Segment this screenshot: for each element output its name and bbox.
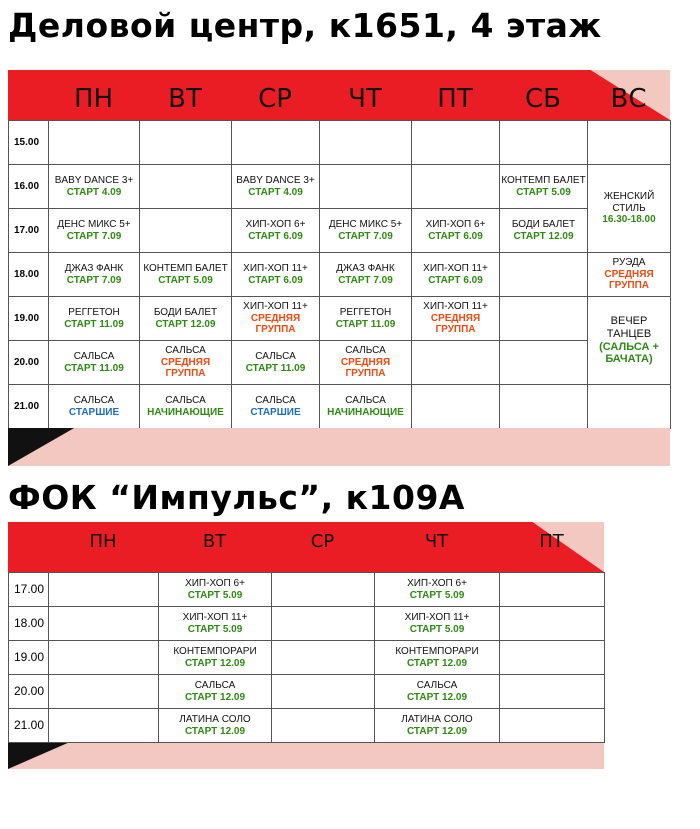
class-cell [49,341,140,385]
class-name: ЛАТИНА СОЛО [179,714,251,725]
class-start: СТАРТ 5.09 [187,623,243,635]
table-row [9,607,605,641]
class-start: СТАРТ 7.09 [66,274,122,286]
empty-cell [272,573,375,607]
class-start: СТАРТ 4.09 [66,186,122,198]
class-cell [49,209,140,253]
class-start: СТАРТ 11.09 [335,318,396,330]
empty-cell [412,165,500,209]
class-start: СТАРТ 12.09 [184,725,246,737]
class-cell [140,341,232,385]
class-cell [588,253,671,297]
section1-schedule-table [8,120,671,429]
class-cell [159,573,272,607]
class-cell [320,341,412,385]
empty-cell [412,121,500,165]
class-name: САЛЬСА [73,351,115,362]
class-start: СТАРТ 7.09 [66,230,122,242]
table-row [9,675,605,709]
class-cell [159,607,272,641]
class-name: САЛЬСА [416,680,458,691]
class-cell [232,341,320,385]
class-cell [588,297,671,385]
class-group: СРЕДНЯЯ ГРУППА [430,312,481,336]
class-name: САЛЬСА [255,351,296,362]
section1-footer-band [8,428,670,466]
class-start: СТАРТ 11.09 [64,362,124,374]
class-start: СТАРТ 6.09 [428,230,483,242]
empty-cell [49,607,159,641]
section1-day-header [8,70,670,120]
empty-cell [272,607,375,641]
class-group: СРЕДНЯЯ ГРУППА [160,356,211,380]
section2-schedule-table [8,572,605,743]
event-name-line1: ВЕЧЕР [610,315,648,328]
class-start: СТАРТ 5.09 [516,186,571,198]
class-cell [232,385,320,429]
class-name: БОДИ БАЛЕТ [153,307,218,318]
table-row [9,297,671,341]
empty-cell [49,121,140,165]
empty-cell [588,121,671,165]
class-cell [412,209,500,253]
class-name: САЛЬСА [255,395,296,406]
empty-cell [272,641,375,675]
day-header-mon: ПН [73,84,114,114]
class-cell [232,253,320,297]
class-name: BABY DANCE 3+ [236,175,315,186]
empty-cell [49,573,159,607]
empty-cell [49,709,159,743]
class-name: ХИП-ХОП 11+ [243,263,308,274]
table-row [9,385,671,429]
empty-cell [588,385,671,429]
class-name: ХИП-ХОП 6+ [245,219,306,230]
class-name: ХИП-ХОП 11+ [243,301,308,313]
class-start: СТАРТ 6.09 [428,274,483,286]
class-name: КОНТЕМП БАЛЕТ [501,175,586,186]
class-start: СТАРТ 12.09 [155,318,216,330]
class-cell [500,165,588,209]
empty-cell [500,709,605,743]
day-header-tue: ВТ [202,530,227,552]
class-start: СТАРТ 12.09 [406,657,468,669]
class-cell [140,253,232,297]
day-header-tue: ВТ [168,84,202,114]
class-cell [412,297,500,341]
class-cell [49,165,140,209]
event-name-line2: ТАНЦЕВ [606,327,652,340]
class-name: САЛЬСА [165,395,206,406]
section2-footer-band [8,743,604,769]
class-cell [140,297,232,341]
class-name: КОНТЕМПОРАРИ [395,646,479,657]
class-start: СТАРТ 12.09 [406,725,468,737]
class-cell [320,385,412,429]
class-name: ЖЕНСКИЙ СТИЛЬ [603,191,655,214]
empty-cell [500,385,588,429]
class-group: СРЕДНЯЯ ГРУППА [250,312,301,336]
empty-cell [500,297,588,341]
time-label: 18.00 [9,253,49,297]
event-detail-line2: БАЧАТА) [605,353,653,366]
class-cell [375,641,500,675]
time-label: 15.00 [9,121,49,165]
class-start: СТАРТ 12.09 [406,691,468,703]
day-header-thu: ЧТ [424,530,449,552]
time-label: 21.00 [9,385,49,429]
empty-cell [500,573,605,607]
empty-cell [272,709,375,743]
time-label: 21.00 [9,709,49,743]
class-cell [232,165,320,209]
day-header-mon: ПН [89,530,117,552]
class-cell [49,297,140,341]
class-name: BABY DANCE 3+ [54,175,134,186]
class-start: СТАРТ 11.09 [64,318,124,330]
class-name: ЛАТИНА СОЛО [401,714,473,725]
class-level: СТАРШИЕ [250,406,301,418]
class-name: КОНТЕМП БАЛЕТ [143,263,228,274]
class-level: СТАРШИЕ [68,406,120,418]
empty-cell [500,675,605,709]
table-row [9,341,671,385]
time-label: 20.00 [9,675,49,709]
empty-cell [500,121,588,165]
class-start: СТАРТ 5.09 [409,589,465,601]
empty-cell [500,641,605,675]
section2-title: ФОК “Импульс”, к109А [8,478,465,517]
time-label: 17.00 [9,209,49,253]
class-cell [375,607,500,641]
class-start: СТАРТ 5.09 [187,589,243,601]
empty-cell [320,165,412,209]
class-cell [49,385,140,429]
day-header-wed: СР [258,84,292,114]
table-row [9,709,605,743]
class-name: ДЕНС МИКС 5+ [328,219,403,230]
class-start: СТАРТ 12.09 [184,657,246,669]
class-start: СТАРТ 5.09 [158,274,213,286]
empty-cell [49,675,159,709]
empty-cell [49,641,159,675]
class-name: ХИП-ХОП 11+ [404,612,470,623]
empty-cell [500,253,588,297]
class-time-range: 16.30-18.00 [602,214,656,226]
class-cell [49,253,140,297]
class-name: САЛЬСА [345,345,386,357]
class-cell [375,709,500,743]
class-name: РЕГГЕТОН [339,307,392,318]
section2-day-header [8,522,604,572]
day-header-sun: ВС [610,84,647,114]
class-start: СТАРТ 5.09 [409,623,465,635]
empty-cell [140,121,232,165]
class-group: СРЕДНЯЯ ГРУППА [340,356,391,380]
class-cell [159,641,272,675]
event-detail-line1: (САЛЬСА + [599,340,659,353]
class-name: ХИП-ХОП 11+ [423,301,488,313]
class-level: НАЧИНАЮЩИЕ [147,406,224,418]
class-start: СТАРТ 6.09 [248,230,303,242]
class-name: ХИП-ХОП 11+ [182,612,248,623]
class-cell [500,209,588,253]
class-cell [159,709,272,743]
time-label: 19.00 [9,297,49,341]
class-cell [320,297,412,341]
empty-cell [140,209,232,253]
table-row [9,209,671,253]
class-name: РЕГГЕТОН [68,307,120,318]
day-header-thu: ЧТ [348,84,382,114]
empty-cell [272,675,375,709]
class-cell [232,209,320,253]
class-cell [232,297,320,341]
table-row [9,573,605,607]
section1-title: Деловой центр, к1651, 4 этаж [8,6,602,45]
time-label: 18.00 [9,607,49,641]
class-name: САЛЬСА [345,395,386,406]
empty-cell [500,341,588,385]
empty-cell [412,341,500,385]
empty-cell [500,607,605,641]
table-row [9,165,671,209]
class-name: ХИП-ХОП 6+ [407,578,467,589]
class-cell [375,573,500,607]
class-name: ХИП-ХОП 11+ [423,263,488,274]
class-name: ХИП-ХОП 6+ [185,578,245,589]
class-start: СТАРТ 12.09 [513,230,574,242]
class-cell [320,253,412,297]
class-name: ХИП-ХОП 6+ [425,219,486,230]
day-header-sat: СБ [525,84,561,114]
day-header-fri: ПТ [437,84,473,114]
empty-cell [140,165,232,209]
time-label: 17.00 [9,573,49,607]
class-name: ДЖАЗ ФАНК [64,263,124,274]
class-start: СТАРТ 4.09 [248,186,303,198]
class-cell [140,385,232,429]
class-name: ДЕНС МИКС 5+ [57,219,131,230]
class-name: САЛЬСА [165,345,206,357]
empty-cell [320,121,412,165]
class-cell [159,675,272,709]
empty-cell [232,121,320,165]
class-cell [375,675,500,709]
class-name: РУЭДА [612,257,646,269]
time-label: 19.00 [9,641,49,675]
day-header-wed: СР [310,530,335,552]
empty-cell [412,385,500,429]
table-row [9,253,671,297]
table-row [9,121,671,165]
class-name: САЛЬСА [73,395,115,406]
class-name: БОДИ БАЛЕТ [511,219,576,230]
time-label: 20.00 [9,341,49,385]
footer-pink-band [8,428,670,466]
class-start: СТАРТ 6.09 [248,274,303,286]
class-group: СРЕДНЯЯ ГРУППА [604,268,654,292]
table-row [9,641,605,675]
class-name: ДЖАЗ ФАНК [336,263,395,274]
class-start: СТАРТ 7.09 [338,230,393,242]
class-level: НАЧИНАЮЩИЕ [327,406,404,418]
class-start: СТАРТ 7.09 [338,274,393,286]
class-name: КОНТЕМПОРАРИ [173,646,257,657]
class-cell [588,165,671,253]
footer-pink-band [8,743,604,769]
class-cell [320,209,412,253]
class-start: СТАРТ 11.09 [245,362,306,374]
time-label: 16.00 [9,165,49,209]
class-cell [412,253,500,297]
day-header-fri: ПТ [539,530,564,552]
class-name: САЛЬСА [194,680,236,691]
class-start: СТАРТ 12.09 [184,691,246,703]
